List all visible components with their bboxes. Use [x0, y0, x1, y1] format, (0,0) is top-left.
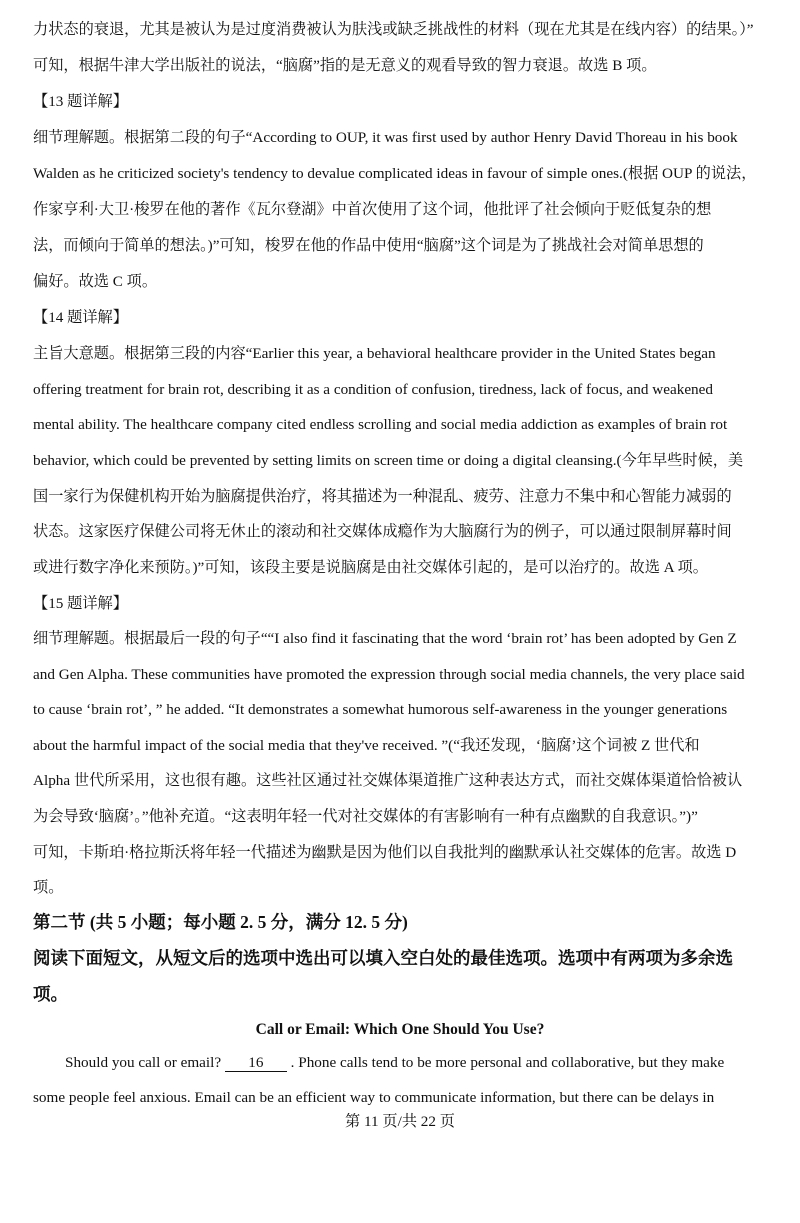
text-line: 项。: [33, 879, 64, 896]
text-line: 作家亨利·大卫·梭罗在他的著作《瓦尔登湖》中首次使用了这个词，他批评了社会倾向于贬低复杂的想: [33, 201, 712, 218]
passage-line: [65, 1053, 800, 1073]
text-line: 国一家行为保健机构开始为脑腐提供治疗，将其描述为一种混乱、疲劳、注意力不集中和心智能力减弱的: [33, 488, 732, 505]
text-line: about the harmful impact of the social media that they've received. ”(“我还发现，‘脑腐’这个词被 Z 世代和: [33, 737, 700, 754]
text-line: Walden as he criticized society's tendency to devalue complicated ideas in favour of simple ones.(根据 OUP 的说法，: [33, 165, 757, 182]
text-line: to cause ‘brain rot’, ” he added. “It demonstrates a somewhat humorous self-awareness in the younger generations: [33, 701, 728, 718]
section-heading: 第二节 (共 5 小题；每小题 2. 5 分，满分 12. 5 分): [33, 912, 408, 932]
text-line: 状态。这家医疗保健公司将无休止的滚动和社交媒体成瘾作为大脑腐行为的例子，可以通过限制屏幕时间: [33, 523, 732, 540]
question-header: 【14 题详解】: [33, 309, 128, 326]
text-line: 法，而倾向于简单的想法。)”可知，梭罗在他的作品中使用“脑腐”这个词是为了挑战社会对简单思想的: [33, 237, 704, 254]
text-line: 细节理解题。根据第二段的句子“According to OUP, it was first used by author Henry David Thoreau in his book: [33, 129, 738, 146]
text-line: 可知，卡斯珀·格拉斯沃将年轻一代描述为幽默是因为他们以自我批判的幽默承认社交媒体的危害。故选 D: [33, 844, 737, 861]
text-line: offering treatment for brain rot, describing it as a condition of confusion, tiredness, lack of focus, and weakened: [33, 381, 713, 398]
text-line: 或进行数字净化来预防。)”可知，该段主要是说脑腐是由社交媒体引起的，是可以治疗的。故选 A 项。: [33, 559, 708, 576]
page-footer: 第 11 页/共 22 页: [345, 1113, 455, 1130]
answer-blank: 16: [225, 1055, 287, 1072]
text-line: behavior, which could be prevented by setting limits on screen time or doing a digital cleansing.(今年早些时候，美: [33, 452, 744, 469]
question-header: 【15 题详解】: [33, 595, 128, 612]
text-line: 主旨大意题。根据第三段的内容“Earlier this year, a behavioral healthcare provider in the United States began: [33, 345, 716, 362]
text-line: 可知，根据牛津大学出版社的说法，“脑腐”指的是无意义的观看导致的智力衰退。故选 B 项。: [33, 57, 657, 74]
passage-text: . Phone calls tend to be more personal and collaborative, but they make: [286, 1054, 725, 1071]
text-line: and Gen Alpha. These communities have promoted the expression through social media channels, the very place said: [33, 666, 745, 683]
text-line: Alpha 世代所采用，这也很有趣。这些社区通过社交媒体渠道推广这种表达方式，而社交媒体渠道恰恰被认: [33, 772, 743, 789]
text-line: 为会导致‘脑腐’。”他补充道。“这表明年轻一代对社交媒体的有害影响有一种有点幽默的自我意识。”)”: [33, 808, 698, 825]
question-header: 【13 题详解】: [33, 93, 128, 110]
text-line: 力状态的衰退，尤其是被认为是过度消费被认为肤浅或缺乏挑战性的材料（现在尤其是在线内容）的结果。）”: [33, 21, 754, 38]
passage-line: some people feel anxious. Email can be an efficient way to communicate information, but there can be delays in: [33, 1089, 715, 1106]
passage-title: Call or Email: Which One Should You Use?: [255, 1021, 545, 1038]
text-line: 细节理解题。根据最后一段的句子““I also find it fascinating that the word ‘brain rot’ has been adopted by Gen Z: [33, 630, 737, 647]
text-line: mental ability. The healthcare company cited endless scrolling and social media addiction as examples of brain rot: [33, 416, 728, 433]
text-line: 偏好。故选 C 项。: [33, 273, 158, 290]
passage-text: Should you call or email?: [65, 1054, 225, 1071]
section-instruction: 项。: [33, 984, 68, 1004]
section-instruction: 阅读下面短文，从短文后的选项中选出可以填入空白处的最佳选项。选项中有两项为多余选: [33, 948, 733, 968]
